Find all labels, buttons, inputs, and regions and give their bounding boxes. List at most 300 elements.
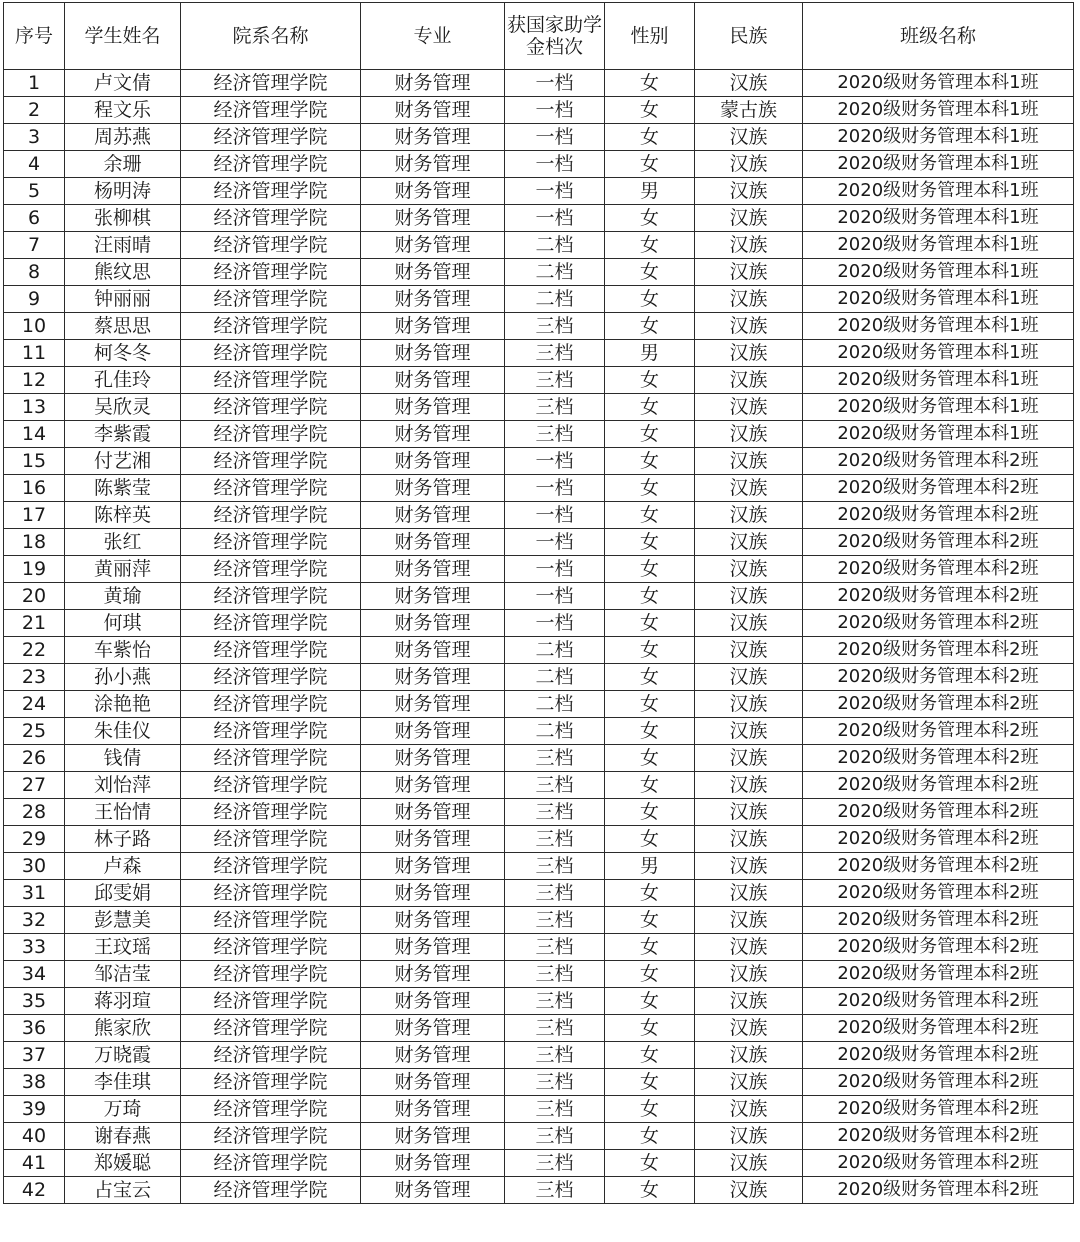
cell-grant-level: 三档 [505,1150,605,1177]
cell-college: 经济管理学院 [181,124,361,151]
table-row [4,286,1074,313]
cell-grant-level: 二档 [505,259,605,286]
cell-ethnicity: 汉族 [695,529,803,556]
cell-college: 经济管理学院 [181,151,361,178]
cell-major: 财务管理 [361,880,505,907]
cell-grant-level: 一档 [505,205,605,232]
cell-grant-level: 三档 [505,1123,605,1150]
cell-college: 经济管理学院 [181,853,361,880]
table-row [4,1177,1074,1204]
cell-grant-level: 三档 [505,340,605,367]
cell-college: 经济管理学院 [181,691,361,718]
cell-college: 经济管理学院 [181,718,361,745]
cell-index: 5 [4,178,65,205]
cell-grant-level: 三档 [505,826,605,853]
cell-gender: 女 [605,556,695,583]
cell-grant-level: 一档 [505,151,605,178]
cell-ethnicity: 汉族 [695,637,803,664]
cell-class-name: 2020级财务管理本科2班 [803,718,1074,745]
cell-index: 33 [4,934,65,961]
cell-index: 11 [4,340,65,367]
header-ethnicity: 民族 [695,3,803,70]
cell-class-name: 2020级财务管理本科1班 [803,205,1074,232]
cell-index: 38 [4,1069,65,1096]
table-row [4,1150,1074,1177]
cell-ethnicity: 汉族 [695,745,803,772]
cell-gender: 女 [605,988,695,1015]
header-gender: 性别 [605,3,695,70]
cell-class-name: 2020级财务管理本科2班 [803,691,1074,718]
cell-ethnicity: 汉族 [695,1042,803,1069]
cell-ethnicity: 汉族 [695,1150,803,1177]
cell-college: 经济管理学院 [181,745,361,772]
cell-ethnicity: 汉族 [695,1123,803,1150]
cell-grant-level: 二档 [505,691,605,718]
cell-index: 40 [4,1123,65,1150]
cell-grant-level: 三档 [505,853,605,880]
cell-student-name: 卢文倩 [65,70,181,97]
cell-college: 经济管理学院 [181,583,361,610]
cell-gender: 女 [605,394,695,421]
cell-ethnicity: 汉族 [695,232,803,259]
cell-class-name: 2020级财务管理本科1班 [803,340,1074,367]
cell-class-name: 2020级财务管理本科1班 [803,151,1074,178]
cell-gender: 女 [605,259,695,286]
cell-college: 经济管理学院 [181,448,361,475]
cell-ethnicity: 汉族 [695,907,803,934]
cell-student-name: 孙小燕 [65,664,181,691]
cell-index: 13 [4,394,65,421]
table-row [4,340,1074,367]
cell-ethnicity: 汉族 [695,961,803,988]
cell-student-name: 邹洁莹 [65,961,181,988]
cell-grant-level: 一档 [505,583,605,610]
cell-major: 财务管理 [361,1150,505,1177]
cell-class-name: 2020级财务管理本科2班 [803,502,1074,529]
cell-index: 25 [4,718,65,745]
cell-ethnicity: 汉族 [695,772,803,799]
cell-class-name: 2020级财务管理本科2班 [803,1150,1074,1177]
cell-major: 财务管理 [361,313,505,340]
cell-major: 财务管理 [361,907,505,934]
cell-class-name: 2020级财务管理本科2班 [803,583,1074,610]
cell-student-name: 程文乐 [65,97,181,124]
table-row [4,1096,1074,1123]
cell-ethnicity: 汉族 [695,610,803,637]
table-row [4,97,1074,124]
cell-ethnicity: 汉族 [695,583,803,610]
cell-major: 财务管理 [361,1123,505,1150]
cell-gender: 女 [605,1042,695,1069]
cell-class-name: 2020级财务管理本科1班 [803,286,1074,313]
cell-grant-level: 一档 [505,529,605,556]
cell-grant-level: 三档 [505,907,605,934]
cell-class-name: 2020级财务管理本科2班 [803,907,1074,934]
cell-index: 6 [4,205,65,232]
cell-index: 7 [4,232,65,259]
cell-class-name: 2020级财务管理本科1班 [803,232,1074,259]
cell-gender: 男 [605,340,695,367]
cell-major: 财务管理 [361,664,505,691]
table-row [4,1069,1074,1096]
cell-gender: 女 [605,637,695,664]
cell-ethnicity: 汉族 [695,664,803,691]
cell-gender: 女 [605,745,695,772]
cell-index: 9 [4,286,65,313]
cell-college: 经济管理学院 [181,367,361,394]
cell-class-name: 2020级财务管理本科2班 [803,772,1074,799]
cell-ethnicity: 汉族 [695,448,803,475]
cell-index: 39 [4,1096,65,1123]
cell-gender: 女 [605,799,695,826]
cell-ethnicity: 汉族 [695,880,803,907]
cell-student-name: 万晓霞 [65,1042,181,1069]
cell-major: 财务管理 [361,853,505,880]
cell-class-name: 2020级财务管理本科1班 [803,178,1074,205]
cell-student-name: 孔佳玲 [65,367,181,394]
table-row [4,367,1074,394]
table-row [4,664,1074,691]
cell-ethnicity: 汉族 [695,313,803,340]
cell-index: 14 [4,421,65,448]
cell-index: 27 [4,772,65,799]
cell-gender: 女 [605,691,695,718]
cell-student-name: 钱倩 [65,745,181,772]
cell-major: 财务管理 [361,691,505,718]
cell-grant-level: 一档 [505,556,605,583]
cell-grant-level: 三档 [505,421,605,448]
cell-grant-level: 一档 [505,475,605,502]
cell-class-name: 2020级财务管理本科2班 [803,826,1074,853]
cell-ethnicity: 汉族 [695,151,803,178]
cell-gender: 女 [605,1177,695,1204]
cell-ethnicity: 汉族 [695,691,803,718]
cell-index: 20 [4,583,65,610]
cell-student-name: 涂艳艳 [65,691,181,718]
header-major: 专业 [361,3,505,70]
cell-college: 经济管理学院 [181,394,361,421]
cell-student-name: 张红 [65,529,181,556]
cell-grant-level: 一档 [505,610,605,637]
cell-college: 经济管理学院 [181,880,361,907]
cell-index: 37 [4,1042,65,1069]
cell-gender: 女 [605,1123,695,1150]
cell-major: 财务管理 [361,934,505,961]
cell-ethnicity: 汉族 [695,502,803,529]
table-row [4,610,1074,637]
cell-college: 经济管理学院 [181,664,361,691]
cell-ethnicity: 汉族 [695,826,803,853]
table-row [4,907,1074,934]
table-row [4,826,1074,853]
cell-index: 35 [4,988,65,1015]
table-row [4,880,1074,907]
table-header [4,3,1074,70]
cell-major: 财务管理 [361,394,505,421]
cell-class-name: 2020级财务管理本科2班 [803,1015,1074,1042]
cell-college: 经济管理学院 [181,205,361,232]
cell-class-name: 2020级财务管理本科2班 [803,853,1074,880]
header-row [4,3,1074,70]
cell-index: 8 [4,259,65,286]
cell-ethnicity: 汉族 [695,556,803,583]
table-row [4,556,1074,583]
cell-grant-level: 三档 [505,880,605,907]
cell-gender: 女 [605,961,695,988]
table-row [4,772,1074,799]
cell-index: 24 [4,691,65,718]
cell-ethnicity: 汉族 [695,988,803,1015]
cell-grant-level: 三档 [505,1042,605,1069]
cell-ethnicity: 汉族 [695,1096,803,1123]
table-row [4,934,1074,961]
cell-class-name: 2020级财务管理本科1班 [803,367,1074,394]
cell-grant-level: 三档 [505,799,605,826]
cell-college: 经济管理学院 [181,610,361,637]
table-row [4,529,1074,556]
cell-college: 经济管理学院 [181,637,361,664]
cell-major: 财务管理 [361,475,505,502]
cell-student-name: 王怡情 [65,799,181,826]
cell-index: 10 [4,313,65,340]
cell-class-name: 2020级财务管理本科2班 [803,1069,1074,1096]
table-row [4,745,1074,772]
cell-major: 财务管理 [361,421,505,448]
cell-student-name: 黄丽萍 [65,556,181,583]
cell-college: 经济管理学院 [181,340,361,367]
cell-ethnicity: 汉族 [695,1069,803,1096]
header-college: 院系名称 [181,3,361,70]
cell-class-name: 2020级财务管理本科2班 [803,961,1074,988]
cell-gender: 女 [605,718,695,745]
cell-grant-level: 一档 [505,97,605,124]
cell-index: 22 [4,637,65,664]
cell-student-name: 谢春燕 [65,1123,181,1150]
cell-grant-level: 一档 [505,448,605,475]
cell-index: 19 [4,556,65,583]
cell-gender: 女 [605,232,695,259]
cell-grant-level: 三档 [505,1177,605,1204]
cell-class-name: 2020级财务管理本科2班 [803,1177,1074,1204]
cell-ethnicity: 汉族 [695,259,803,286]
cell-ethnicity: 汉族 [695,421,803,448]
cell-gender: 女 [605,367,695,394]
cell-major: 财务管理 [361,286,505,313]
table-row [4,475,1074,502]
cell-major: 财务管理 [361,610,505,637]
cell-index: 4 [4,151,65,178]
cell-student-name: 付艺湘 [65,448,181,475]
cell-college: 经济管理学院 [181,70,361,97]
cell-major: 财务管理 [361,232,505,259]
cell-student-name: 卢森 [65,853,181,880]
cell-grant-level: 三档 [505,367,605,394]
cell-major: 财务管理 [361,745,505,772]
table-row [4,961,1074,988]
cell-index: 26 [4,745,65,772]
cell-college: 经济管理学院 [181,259,361,286]
cell-college: 经济管理学院 [181,178,361,205]
cell-ethnicity: 汉族 [695,340,803,367]
header-class-name: 班级名称 [803,3,1074,70]
table-row [4,502,1074,529]
table-row [4,259,1074,286]
cell-gender: 女 [605,664,695,691]
cell-index: 3 [4,124,65,151]
cell-class-name: 2020级财务管理本科1班 [803,70,1074,97]
cell-class-name: 2020级财务管理本科2班 [803,988,1074,1015]
cell-student-name: 车紫怡 [65,637,181,664]
cell-grant-level: 一档 [505,70,605,97]
cell-major: 财务管理 [361,826,505,853]
cell-grant-level: 一档 [505,502,605,529]
cell-student-name: 王玟瑶 [65,934,181,961]
cell-student-name: 陈紫莹 [65,475,181,502]
cell-major: 财务管理 [361,124,505,151]
cell-college: 经济管理学院 [181,799,361,826]
cell-gender: 女 [605,151,695,178]
cell-student-name: 熊纹思 [65,259,181,286]
cell-college: 经济管理学院 [181,1096,361,1123]
cell-gender: 女 [605,907,695,934]
cell-gender: 女 [605,502,695,529]
cell-student-name: 陈梓英 [65,502,181,529]
cell-grant-level: 二档 [505,286,605,313]
cell-college: 经济管理学院 [181,961,361,988]
cell-gender: 女 [605,286,695,313]
table-row [4,124,1074,151]
table-body [4,70,1074,1204]
cell-gender: 女 [605,1096,695,1123]
cell-index: 28 [4,799,65,826]
cell-college: 经济管理学院 [181,988,361,1015]
table-row [4,583,1074,610]
cell-student-name: 朱佳仪 [65,718,181,745]
cell-index: 36 [4,1015,65,1042]
cell-class-name: 2020级财务管理本科1班 [803,394,1074,421]
cell-gender: 女 [605,880,695,907]
cell-class-name: 2020级财务管理本科1班 [803,421,1074,448]
cell-major: 财务管理 [361,718,505,745]
cell-major: 财务管理 [361,988,505,1015]
cell-student-name: 杨明涛 [65,178,181,205]
cell-college: 经济管理学院 [181,502,361,529]
cell-ethnicity: 汉族 [695,394,803,421]
cell-major: 财务管理 [361,583,505,610]
cell-major: 财务管理 [361,1015,505,1042]
cell-major: 财务管理 [361,772,505,799]
cell-ethnicity: 汉族 [695,718,803,745]
header-name: 学生姓名 [65,3,181,70]
cell-index: 1 [4,70,65,97]
cell-gender: 男 [605,853,695,880]
cell-class-name: 2020级财务管理本科1班 [803,124,1074,151]
cell-college: 经济管理学院 [181,232,361,259]
cell-grant-level: 三档 [505,772,605,799]
cell-class-name: 2020级财务管理本科2班 [803,556,1074,583]
cell-class-name: 2020级财务管理本科2班 [803,637,1074,664]
cell-student-name: 周苏燕 [65,124,181,151]
cell-student-name: 邱雯娟 [65,880,181,907]
cell-grant-level: 一档 [505,178,605,205]
cell-grant-level: 三档 [505,745,605,772]
cell-major: 财务管理 [361,259,505,286]
cell-class-name: 2020级财务管理本科2班 [803,799,1074,826]
cell-student-name: 李紫霞 [65,421,181,448]
cell-grant-level: 二档 [505,232,605,259]
cell-index: 32 [4,907,65,934]
table-row [4,151,1074,178]
cell-major: 财务管理 [361,502,505,529]
cell-class-name: 2020级财务管理本科1班 [803,313,1074,340]
cell-major: 财务管理 [361,340,505,367]
cell-student-name: 万琦 [65,1096,181,1123]
cell-grant-level: 三档 [505,988,605,1015]
cell-ethnicity: 汉族 [695,799,803,826]
cell-index: 30 [4,853,65,880]
cell-student-name: 蔡思思 [65,313,181,340]
table-row [4,421,1074,448]
cell-major: 财务管理 [361,151,505,178]
cell-gender: 女 [605,826,695,853]
cell-student-name: 汪雨晴 [65,232,181,259]
cell-index: 42 [4,1177,65,1204]
cell-ethnicity: 汉族 [695,934,803,961]
cell-grant-level: 三档 [505,961,605,988]
cell-college: 经济管理学院 [181,529,361,556]
cell-college: 经济管理学院 [181,826,361,853]
cell-student-name: 吴欣灵 [65,394,181,421]
cell-class-name: 2020级财务管理本科2班 [803,529,1074,556]
cell-grant-level: 三档 [505,313,605,340]
cell-ethnicity: 汉族 [695,205,803,232]
cell-college: 经济管理学院 [181,934,361,961]
cell-ethnicity: 汉族 [695,70,803,97]
cell-gender: 女 [605,934,695,961]
cell-gender: 女 [605,529,695,556]
table-row [4,448,1074,475]
cell-major: 财务管理 [361,529,505,556]
cell-college: 经济管理学院 [181,475,361,502]
cell-major: 财务管理 [361,637,505,664]
cell-gender: 女 [605,1015,695,1042]
cell-ethnicity: 汉族 [695,853,803,880]
cell-index: 12 [4,367,65,394]
cell-major: 财务管理 [361,448,505,475]
table-row [4,799,1074,826]
cell-gender: 女 [605,124,695,151]
cell-index: 34 [4,961,65,988]
cell-class-name: 2020级财务管理本科2班 [803,448,1074,475]
cell-college: 经济管理学院 [181,313,361,340]
cell-index: 2 [4,97,65,124]
table-row [4,988,1074,1015]
cell-college: 经济管理学院 [181,97,361,124]
cell-college: 经济管理学院 [181,1069,361,1096]
table-row [4,691,1074,718]
cell-major: 财务管理 [361,1069,505,1096]
cell-gender: 女 [605,583,695,610]
cell-class-name: 2020级财务管理本科1班 [803,259,1074,286]
cell-ethnicity: 汉族 [695,124,803,151]
cell-major: 财务管理 [361,1042,505,1069]
cell-index: 23 [4,664,65,691]
cell-major: 财务管理 [361,1177,505,1204]
cell-college: 经济管理学院 [181,1015,361,1042]
cell-ethnicity: 蒙古族 [695,97,803,124]
cell-college: 经济管理学院 [181,772,361,799]
cell-grant-level: 二档 [505,718,605,745]
